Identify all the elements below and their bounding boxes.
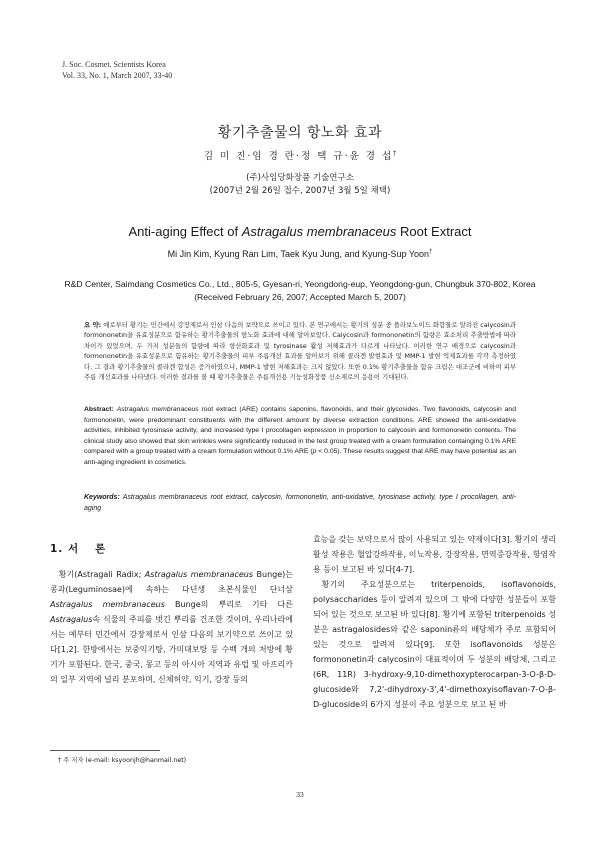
english-affiliation: R&D Center, Saimdang Cosmetics Co., Ltd., 805-5, Gyesan-ri, Yeongdong-eup, Yeongdong-gun, Chungbuk 370-802, Korea xyxy=(64,279,536,289)
text-run: Bunge의 뿌리로 기타 다른 xyxy=(164,600,294,609)
english-abstract-p: p xyxy=(312,448,317,455)
english-abstract xyxy=(84,405,516,468)
korean-abstract-text: 예로부터 황기는 민간에서 강장제로서 인삼 다음의 보약으로 쓰이고 있다. 본 연구에서는 황기의 성분 중 플라보노이드 화합물로 알려진 calycosin과 formononetin을 유효성분으로 함유하는 황기추출물의 항노화 효과에 대해 알아보았다. Calycosin과 formononetin의 함량은 효소처리 추출방법에 따라 차이가 있었으며, 두 가지 성분들의 함량에 따라 항산화효과 및 tyrosinase 활성 저해효과가 다르게 나타났다. 이러한 연구 배경으로 calycosin과 formononetin을 유효성분으로 함유하는 황기추출물의 피부 주름개선 효과를 알아보기 위해 콜라겐 발현효과 및 MMP-1 발현 억제효과를 각각 측정하였다. 그 결과 황기추출물의 콜라겐 합성은 증가하였으나, MMP-1 발현 저해효과는 크지 않았다. 또한 0.1% 황기추출물을 함유 크림은 대조군에 비하여 피부주름 개선효과를 나타냈다. 이러한 결과를 볼 때 황기추출물은 주름개선용 기능성화장품 신소재로의 응용이 기대된다. xyxy=(84,321,516,382)
english-authors xyxy=(0,249,600,259)
journal-volume: Vol. 33, No. 1, March 2007, 33-40 xyxy=(62,70,173,80)
english-abstract-label: Abstract: xyxy=(84,406,114,413)
species-name: Astragalus membranaceus xyxy=(50,600,165,609)
keywords-text: Astragalus membranaceus root extract, calycosin, formononetin, anti-oxidative, tyrosinase activity, type I procollagen, anti-aging xyxy=(84,494,516,512)
english-author-names: Mi Jin Kim, Kyung Ran Lim, Taek Kyu Jung, and Kyung-Sup Yoon xyxy=(167,249,430,259)
english-abstract-text: root extract (ARE) contains saponins, flavonoids, and their glycosides. Two flavonoids, calycosin and formononetin, were predominant constituents with the different amount by diverse extraction conditions. ARE showed the anti-oxidative activities, inhibited tyrosinase activity, and increased type I procollagen expression in proportion to calycosin and formononetin contents. The clinical study also showed that skin wrinkles were significantly reduced in the test group treated with a cream formulation containging 0.1% ARE compared with a group treated with a cream formulation without 0.1% ARE ( xyxy=(84,406,516,455)
text-run: 황기(Astragali Radix; xyxy=(58,570,145,579)
genus-name: Astragalus xyxy=(50,615,93,624)
korean-abstract xyxy=(84,320,516,382)
journal-name: J. Soc. Cosmet. Scientists Korea xyxy=(62,60,166,69)
korean-received: (2007년 2월 26일 접수, 2007년 3월 5일 채택) xyxy=(209,186,391,196)
footnote-rule xyxy=(50,750,160,751)
intro-paragraph-1 xyxy=(50,567,293,687)
english-received: (Received February 26, 2007; Accepted March 5, 2007) xyxy=(194,291,406,302)
english-title xyxy=(0,224,600,239)
korean-author-names: 김 미 진·임 경 란·정 택 규·윤 경 섭 xyxy=(203,151,394,162)
english-title-post: Root Extract xyxy=(396,224,472,239)
korean-title: 황기추출물의 항노화 효과 xyxy=(217,125,383,141)
right-column xyxy=(313,532,556,712)
text-run: 속 식물의 주피를 벗긴 뿌리를 건조한 것이며, 우리나라에서는 예부터 민간에서 강장제로서 인삼 다음의 보기약으로 쓰이고 있다[1,2]. 한방에서는 보중익기탕, 가미대보탕 등 수백 개의 처방에 황기가 포함된다. 한국, 중국, 몽고 등의 아시아 지역과 유럽 및 아프리카의 일부 지역에 널리 분포하며, 신체허약, 익기, 강장 등의 xyxy=(50,615,293,684)
section-number: 1. 서 xyxy=(50,543,80,555)
keywords-label: Keywords: xyxy=(84,494,120,501)
page-number: 33 xyxy=(296,790,304,799)
korean-abstract-label: 요 약: xyxy=(84,321,102,329)
intro-paragraph-1-cont: 효능을 갖는 보약으로서 많이 사용되고 있는 약제이다[3]. 황기의 생리활성 작용은 혈압강하작용, 이뇨작용, 강장작용, 면역증강작용, 항염작용 등이 보고된 바 있다[4-7]. xyxy=(313,535,556,574)
text-run: Bunge)는 콩과(Leguminosae)에 속하는 다년생 초본식물인 단너삼 xyxy=(50,570,293,594)
left-column xyxy=(50,567,293,687)
intro-paragraph-2: 황기의 주요성분으로는 triterpenoids, isoflavonoids, polysaccharides 등이 알려져 있으며 그 밖에 다양한 성분들이 포함되어 있는 것으로 보고된 바 있다[8]. 황기에 포함된 triterpenoids 성분은 astragalosides와 같은 saponin류의 배당체가 주로 포함되어 있는 것으로 알려져 있다[9]. 또한 isoflavonoids 성분은 formononetin과 calycosin이 대표적이며 두 성분의 배당체, 그리고 (6R, 11R) 3-hydroxy-9,10-dimethoxypterocarpan-3-O-β-D-glucoside와 7,2'-dihydroxy-3',4'-dimethoxyisoflavan-7-O-β-D-glucoside의 6가지 성분이 주요 성분으로 보고 된 바 xyxy=(313,580,556,709)
korean-dagger: † xyxy=(393,149,397,157)
korean-affiliation: (주)사임당화장품 기술연구소 xyxy=(246,173,354,183)
korean-authors xyxy=(0,148,600,162)
english-dagger: † xyxy=(429,249,433,255)
section-heading xyxy=(50,541,106,556)
species-name: Astragalus membranaceus xyxy=(144,570,254,579)
footnote: † 주 저자 (e-mail: ksyoonjh@hanmail.net) xyxy=(58,757,187,764)
section-title: 론 xyxy=(95,543,107,555)
english-title-pre: Anti-aging Effect of xyxy=(128,224,242,239)
english-abstract-text-end: < 0.05). These results suggest that ARE may have potential as an anti-aging ingredient in cosmetics. xyxy=(84,448,516,466)
english-affiliation-block xyxy=(50,278,550,303)
english-title-species: Astragalus membranaceus xyxy=(241,224,397,239)
keywords xyxy=(84,493,516,514)
english-abstract-species: Astragalus membranaceus xyxy=(116,406,199,413)
journal-citation xyxy=(62,60,172,81)
korean-affiliation-block xyxy=(0,172,600,198)
